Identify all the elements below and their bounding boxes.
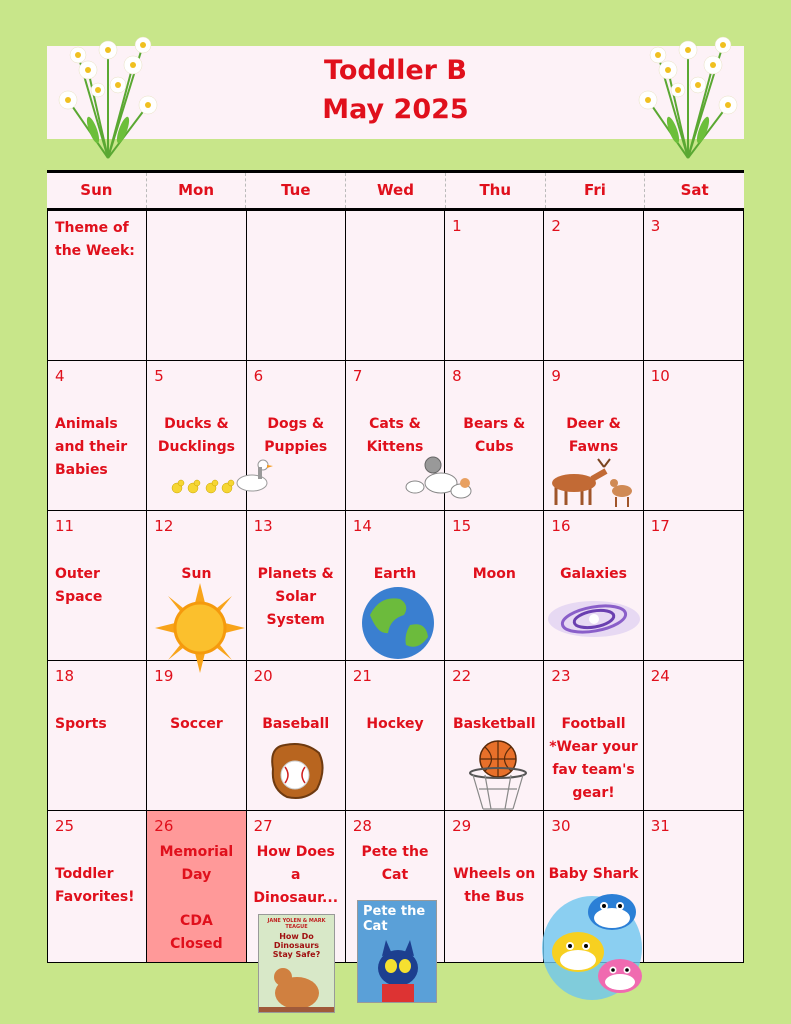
day-number: 24 xyxy=(650,667,670,685)
daisy-bouquet-icon xyxy=(48,30,168,160)
day-cell xyxy=(644,511,743,660)
book-title: How Do Dinosaurs Stay Safe? xyxy=(272,932,321,959)
calendar-week xyxy=(48,211,743,361)
day-number: 17 xyxy=(650,517,670,535)
weekday-label: Tue xyxy=(246,173,346,208)
weekday-label: Sat xyxy=(680,181,709,199)
day-cell xyxy=(445,361,544,510)
day-cell xyxy=(445,661,544,810)
sun-icon xyxy=(155,583,245,673)
weekday-header-row xyxy=(47,170,744,211)
day-cell xyxy=(445,811,544,962)
calendar-grid xyxy=(47,211,744,963)
day-cell xyxy=(544,361,643,510)
theme-label: Earth xyxy=(373,566,417,582)
day-number: 22 xyxy=(452,667,472,685)
dinosaur-book-cover-icon xyxy=(258,914,335,1013)
earth-icon xyxy=(360,585,436,661)
day-number: 23 xyxy=(551,667,571,685)
day-number: 8 xyxy=(452,367,462,385)
day-number: 4 xyxy=(55,367,65,385)
theme-label: Football *Wear your fav team's gear! xyxy=(549,716,638,801)
weekday-label: Mon xyxy=(147,173,247,208)
calendar xyxy=(47,170,744,963)
day-number: 16 xyxy=(551,517,571,535)
page-subtitle: May 2025 xyxy=(322,94,469,125)
day-number: 25 xyxy=(55,817,75,835)
day-number: 5 xyxy=(154,367,164,385)
theme-label: Deer & Fawns xyxy=(566,416,621,455)
day-cell xyxy=(147,361,246,510)
theme-label: Planets & Solar System xyxy=(257,566,334,628)
day-cell xyxy=(247,361,346,510)
day-cell xyxy=(346,211,445,360)
day-cell xyxy=(544,661,643,810)
day-cell xyxy=(644,661,743,810)
day-number: 11 xyxy=(55,517,75,535)
galaxy-icon xyxy=(546,593,642,645)
theme-label: Moon xyxy=(472,566,516,582)
day-cell xyxy=(247,511,346,660)
day-cell xyxy=(346,661,445,810)
day-number: 20 xyxy=(253,667,273,685)
daisy-bouquet-icon xyxy=(628,30,748,160)
day-number: 2 xyxy=(551,217,561,235)
weekday-label: Sun xyxy=(47,173,147,208)
theme-label: Sports xyxy=(55,716,107,732)
day-cell xyxy=(644,211,743,360)
day-cell xyxy=(445,211,544,360)
day-number: 10 xyxy=(650,367,670,385)
day-number: 13 xyxy=(253,517,273,535)
book-title: Pete the Cat xyxy=(363,904,426,934)
day-cell xyxy=(445,511,544,660)
dinosaur-icon xyxy=(259,959,335,1013)
weekday-label: Fri xyxy=(546,173,646,208)
book-authors: JANE YOLEN & MARK TEAGUE xyxy=(267,918,326,930)
theme-label: Pete the Cat xyxy=(361,844,429,883)
day-number: 6 xyxy=(253,367,264,385)
day-number: 1 xyxy=(452,217,462,235)
pete-the-cat-book-cover-icon xyxy=(357,900,437,1003)
day-cell-closed xyxy=(147,811,246,962)
day-cell xyxy=(544,511,643,660)
day-number: 27 xyxy=(253,817,273,835)
day-cell xyxy=(644,811,743,962)
day-number: 7 xyxy=(352,367,363,385)
calendar-week xyxy=(48,361,743,511)
blue-cat-icon xyxy=(358,934,437,1003)
weekday-label: Thu xyxy=(446,173,546,208)
day-cell xyxy=(247,211,346,360)
day-cell xyxy=(48,511,147,660)
theme-label: Sun xyxy=(181,566,212,582)
theme-label: Dogs & Puppies xyxy=(264,416,328,455)
theme-label: Toddler Favorites! xyxy=(55,866,135,905)
day-cell xyxy=(644,361,743,510)
day-cell xyxy=(346,511,445,660)
day-number: 30 xyxy=(551,817,571,835)
day-cell xyxy=(544,211,643,360)
day-cell xyxy=(147,661,246,810)
weekday-label: Wed xyxy=(346,173,446,208)
theme-label: Animals and their Babies xyxy=(55,416,128,478)
theme-of-week-label: Theme of the Week: xyxy=(55,220,135,259)
calendar-week xyxy=(48,661,743,811)
theme-label: Baseball xyxy=(262,716,330,732)
day-cell xyxy=(48,211,147,360)
holiday-label: Memorial Day CDA Closed xyxy=(159,844,234,952)
theme-label: Ducks & Ducklings xyxy=(157,416,235,455)
day-number: 29 xyxy=(452,817,472,835)
day-number: 12 xyxy=(154,517,174,535)
day-number: 26 xyxy=(154,817,174,835)
theme-label: Basketball xyxy=(452,716,536,732)
day-cell xyxy=(147,211,246,360)
theme-label: How Does a Dinosaur... xyxy=(253,844,339,906)
day-number: 18 xyxy=(55,667,75,685)
theme-label: Outer Space xyxy=(55,566,103,605)
theme-label: Hockey xyxy=(366,716,424,732)
baby-shark-icon xyxy=(540,886,648,1004)
calendar-week xyxy=(48,511,743,661)
theme-label: Bears & Cubs xyxy=(463,416,526,455)
day-number: 3 xyxy=(650,217,661,235)
theme-label: Wheels on the Bus xyxy=(453,866,536,905)
day-number: 28 xyxy=(352,817,372,835)
day-cell xyxy=(48,661,147,810)
day-number: 14 xyxy=(352,517,372,535)
day-cell xyxy=(247,661,346,810)
day-cell xyxy=(346,361,445,510)
page-title: Toddler B xyxy=(324,55,467,86)
day-cell xyxy=(147,511,246,660)
theme-label: Soccer xyxy=(170,716,223,732)
day-number: 19 xyxy=(154,667,174,685)
day-number: 15 xyxy=(452,517,472,535)
day-number: 31 xyxy=(650,817,670,835)
day-cell xyxy=(48,811,147,962)
deer-and-fawn-icon xyxy=(546,457,638,509)
basketball-hoop-icon xyxy=(465,739,531,813)
theme-label: Baby Shark xyxy=(548,866,639,882)
day-cell xyxy=(48,361,147,510)
day-number: 9 xyxy=(551,367,561,385)
theme-label: Galaxies xyxy=(560,566,627,582)
day-number: 21 xyxy=(352,667,372,685)
baseball-glove-icon xyxy=(265,739,327,803)
theme-label: Cats & Kittens xyxy=(366,416,424,455)
